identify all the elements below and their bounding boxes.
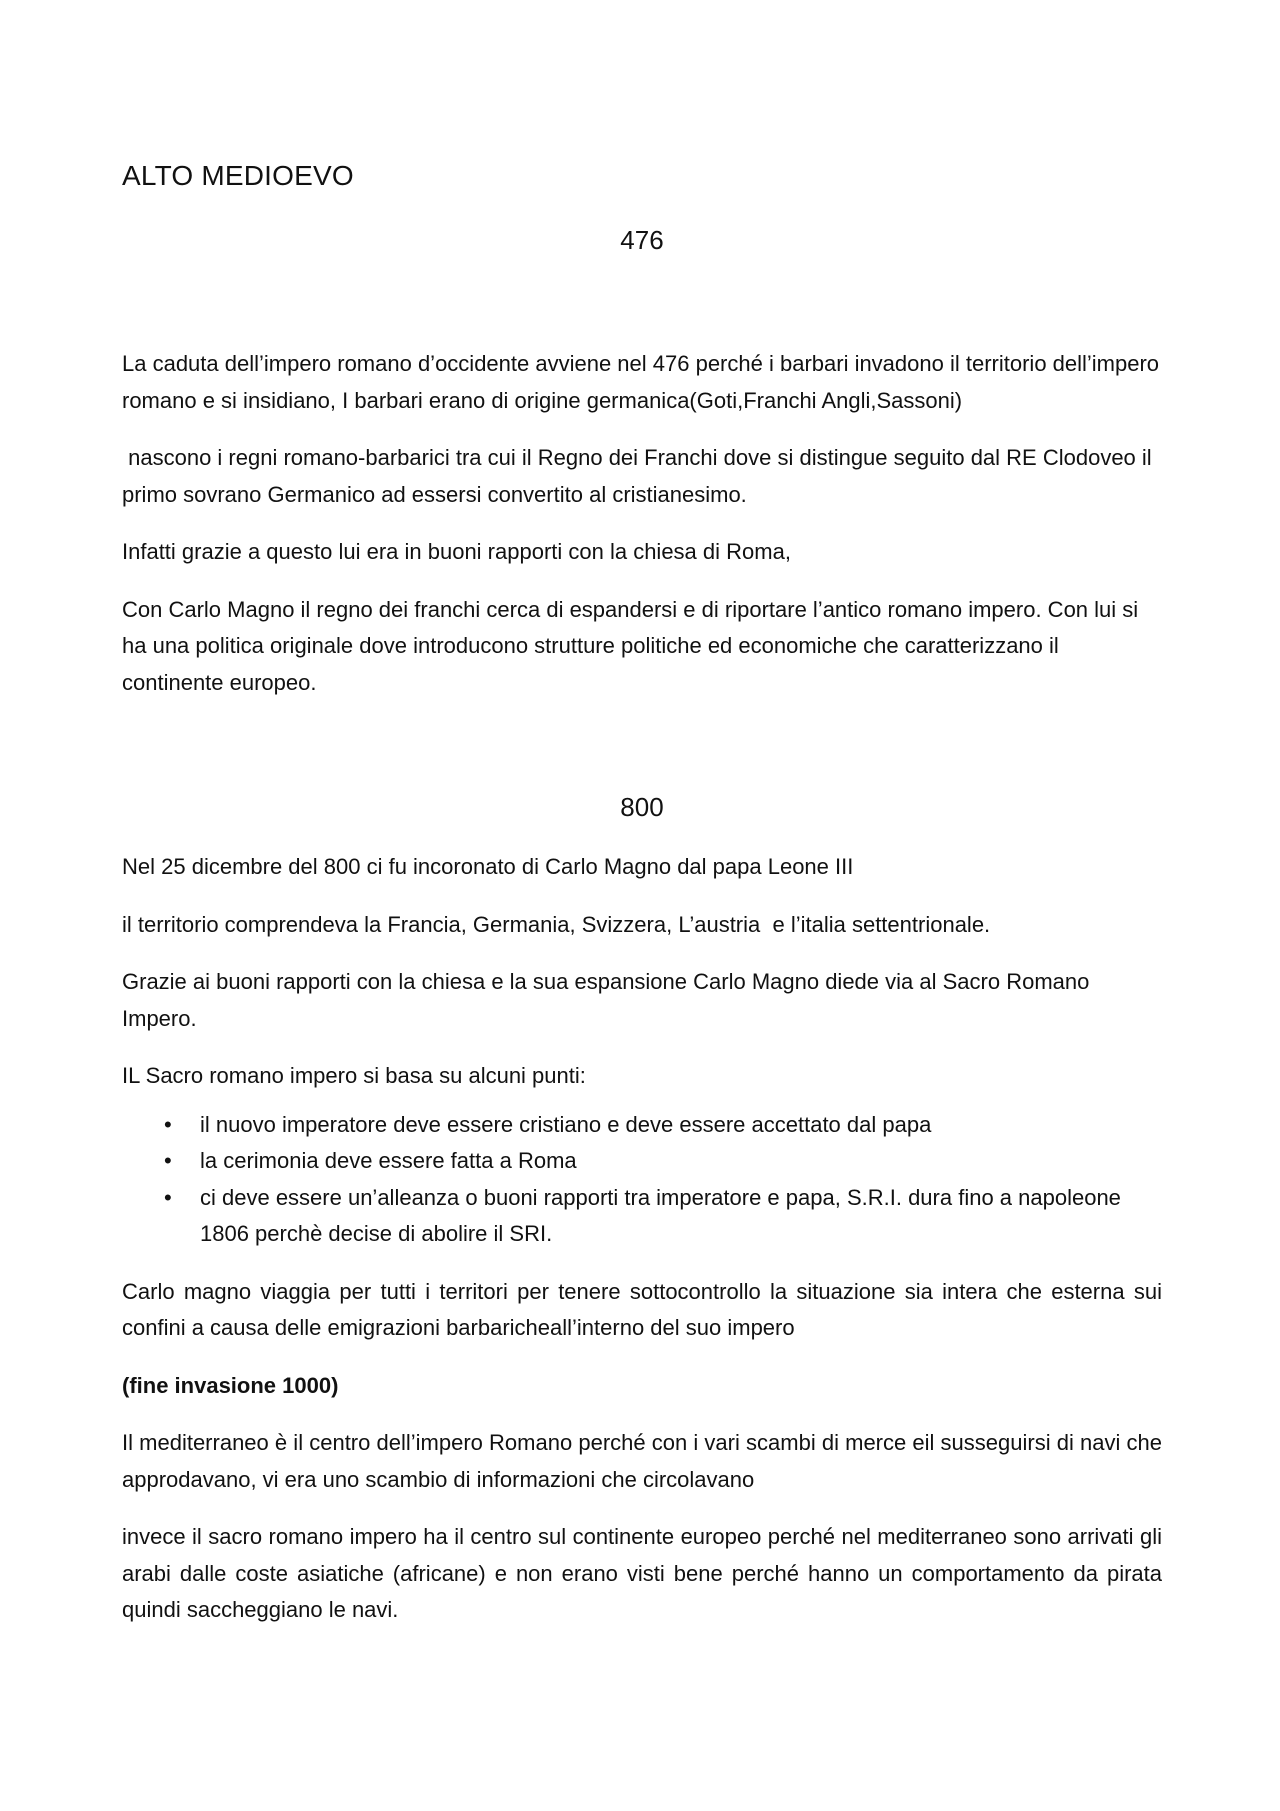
bullet-icon: • (164, 1148, 172, 1173)
bullet-icon: • (164, 1111, 172, 1137)
paragraph-punti-intro: IL Sacro romano impero si basa su alcuni punti: (122, 1063, 586, 1088)
paragraph-fine-invasione: (fine invasione 1000) (122, 1372, 339, 1398)
list-item-text: ci deve essere un’alleanza o buoni rapporti tra imperatore e papa, S.R.I. dura fino a napoleone 1806 perchè decise di abolire il SRI. (200, 1184, 1121, 1246)
paragraph-sacro-impero-continente: invece il sacro romano impero ha il centro sul continente europeo perché nel mediterraneo sono arrivati gli arabi dalle coste asiatiche (africane) e non erano visti bene perché hanno un comportamento da pirata quindi saccheggiano le navi. (122, 1524, 1162, 1622)
list-item (122, 1107, 1162, 1144)
paragraph-carlo-magno-espansione: Con Carlo Magno il regno dei franchi cerca di espandersi e di riportare l’antico romano impero. Con lui si ha una politica originale dove introducono strutture politiche ed economiche che caratterizzano il continente europeo. (122, 596, 1139, 695)
paragraph-viaggi-carlo-magno: Carlo magno viaggia per tutti i territori per tenere sottocontrollo la situazione sia intera che esterna sui confini a causa delle emigrazioni barbaricheall’interno del suo impero (122, 1278, 1162, 1340)
document-title: ALTO MEDIOEVO (122, 160, 354, 191)
paragraph-incoronazione: Nel 25 dicembre del 800 ci fu incoronato di Carlo Magno dal papa Leone III (122, 854, 854, 879)
bullet-list-punti (122, 1107, 1162, 1253)
bullet-icon: • (164, 1184, 172, 1210)
list-item (122, 1180, 1162, 1253)
section-year-476: 476 (620, 225, 664, 255)
paragraph-territorio: il territorio comprendeva la Francia, Germania, Svizzera, L’austria e l’italia settentrionale. (122, 911, 991, 937)
list-item-text: la cerimonia deve essere fatta a Roma (200, 1148, 577, 1173)
paragraph-rapporti-chiesa: Infatti grazie a questo lui era in buoni rapporti con la chiesa di Roma, (122, 539, 791, 564)
paragraph-mediterraneo: Il mediterraneo è il centro dell’impero Romano perché con i vari scambi di merce eil susseguirsi di navi che approdavano, vi era uno scambio di informazioni che circolavano (122, 1430, 1162, 1492)
section-year-800: 800 (620, 792, 664, 822)
list-item (122, 1143, 1162, 1180)
paragraph-sacro-romano-impero: Grazie ai buoni rapporti con la chiesa e la sua espansione Carlo Magno diede via al Sacro Romano Impero. (122, 969, 1090, 1031)
paragraph-caduta-impero: La caduta dell’impero romano d’occidente avviene nel 476 perché i barbari invadono il territorio dell’impero romano e si insidiano, I barbari erano di origine germanica(Goti,Franchi Angli,Sassoni) (122, 351, 1160, 413)
paragraph-regni-romano-barbarici: nascono i regni romano-barbarici tra cui il Regno dei Franchi dove si distingue seguito dal RE Clodoveo il primo sovrano Germanico ad essersi convertito al cristianesimo. (122, 445, 1158, 507)
list-item-text: il nuovo imperatore deve essere cristiano e deve essere accettato dal papa (200, 1111, 932, 1137)
